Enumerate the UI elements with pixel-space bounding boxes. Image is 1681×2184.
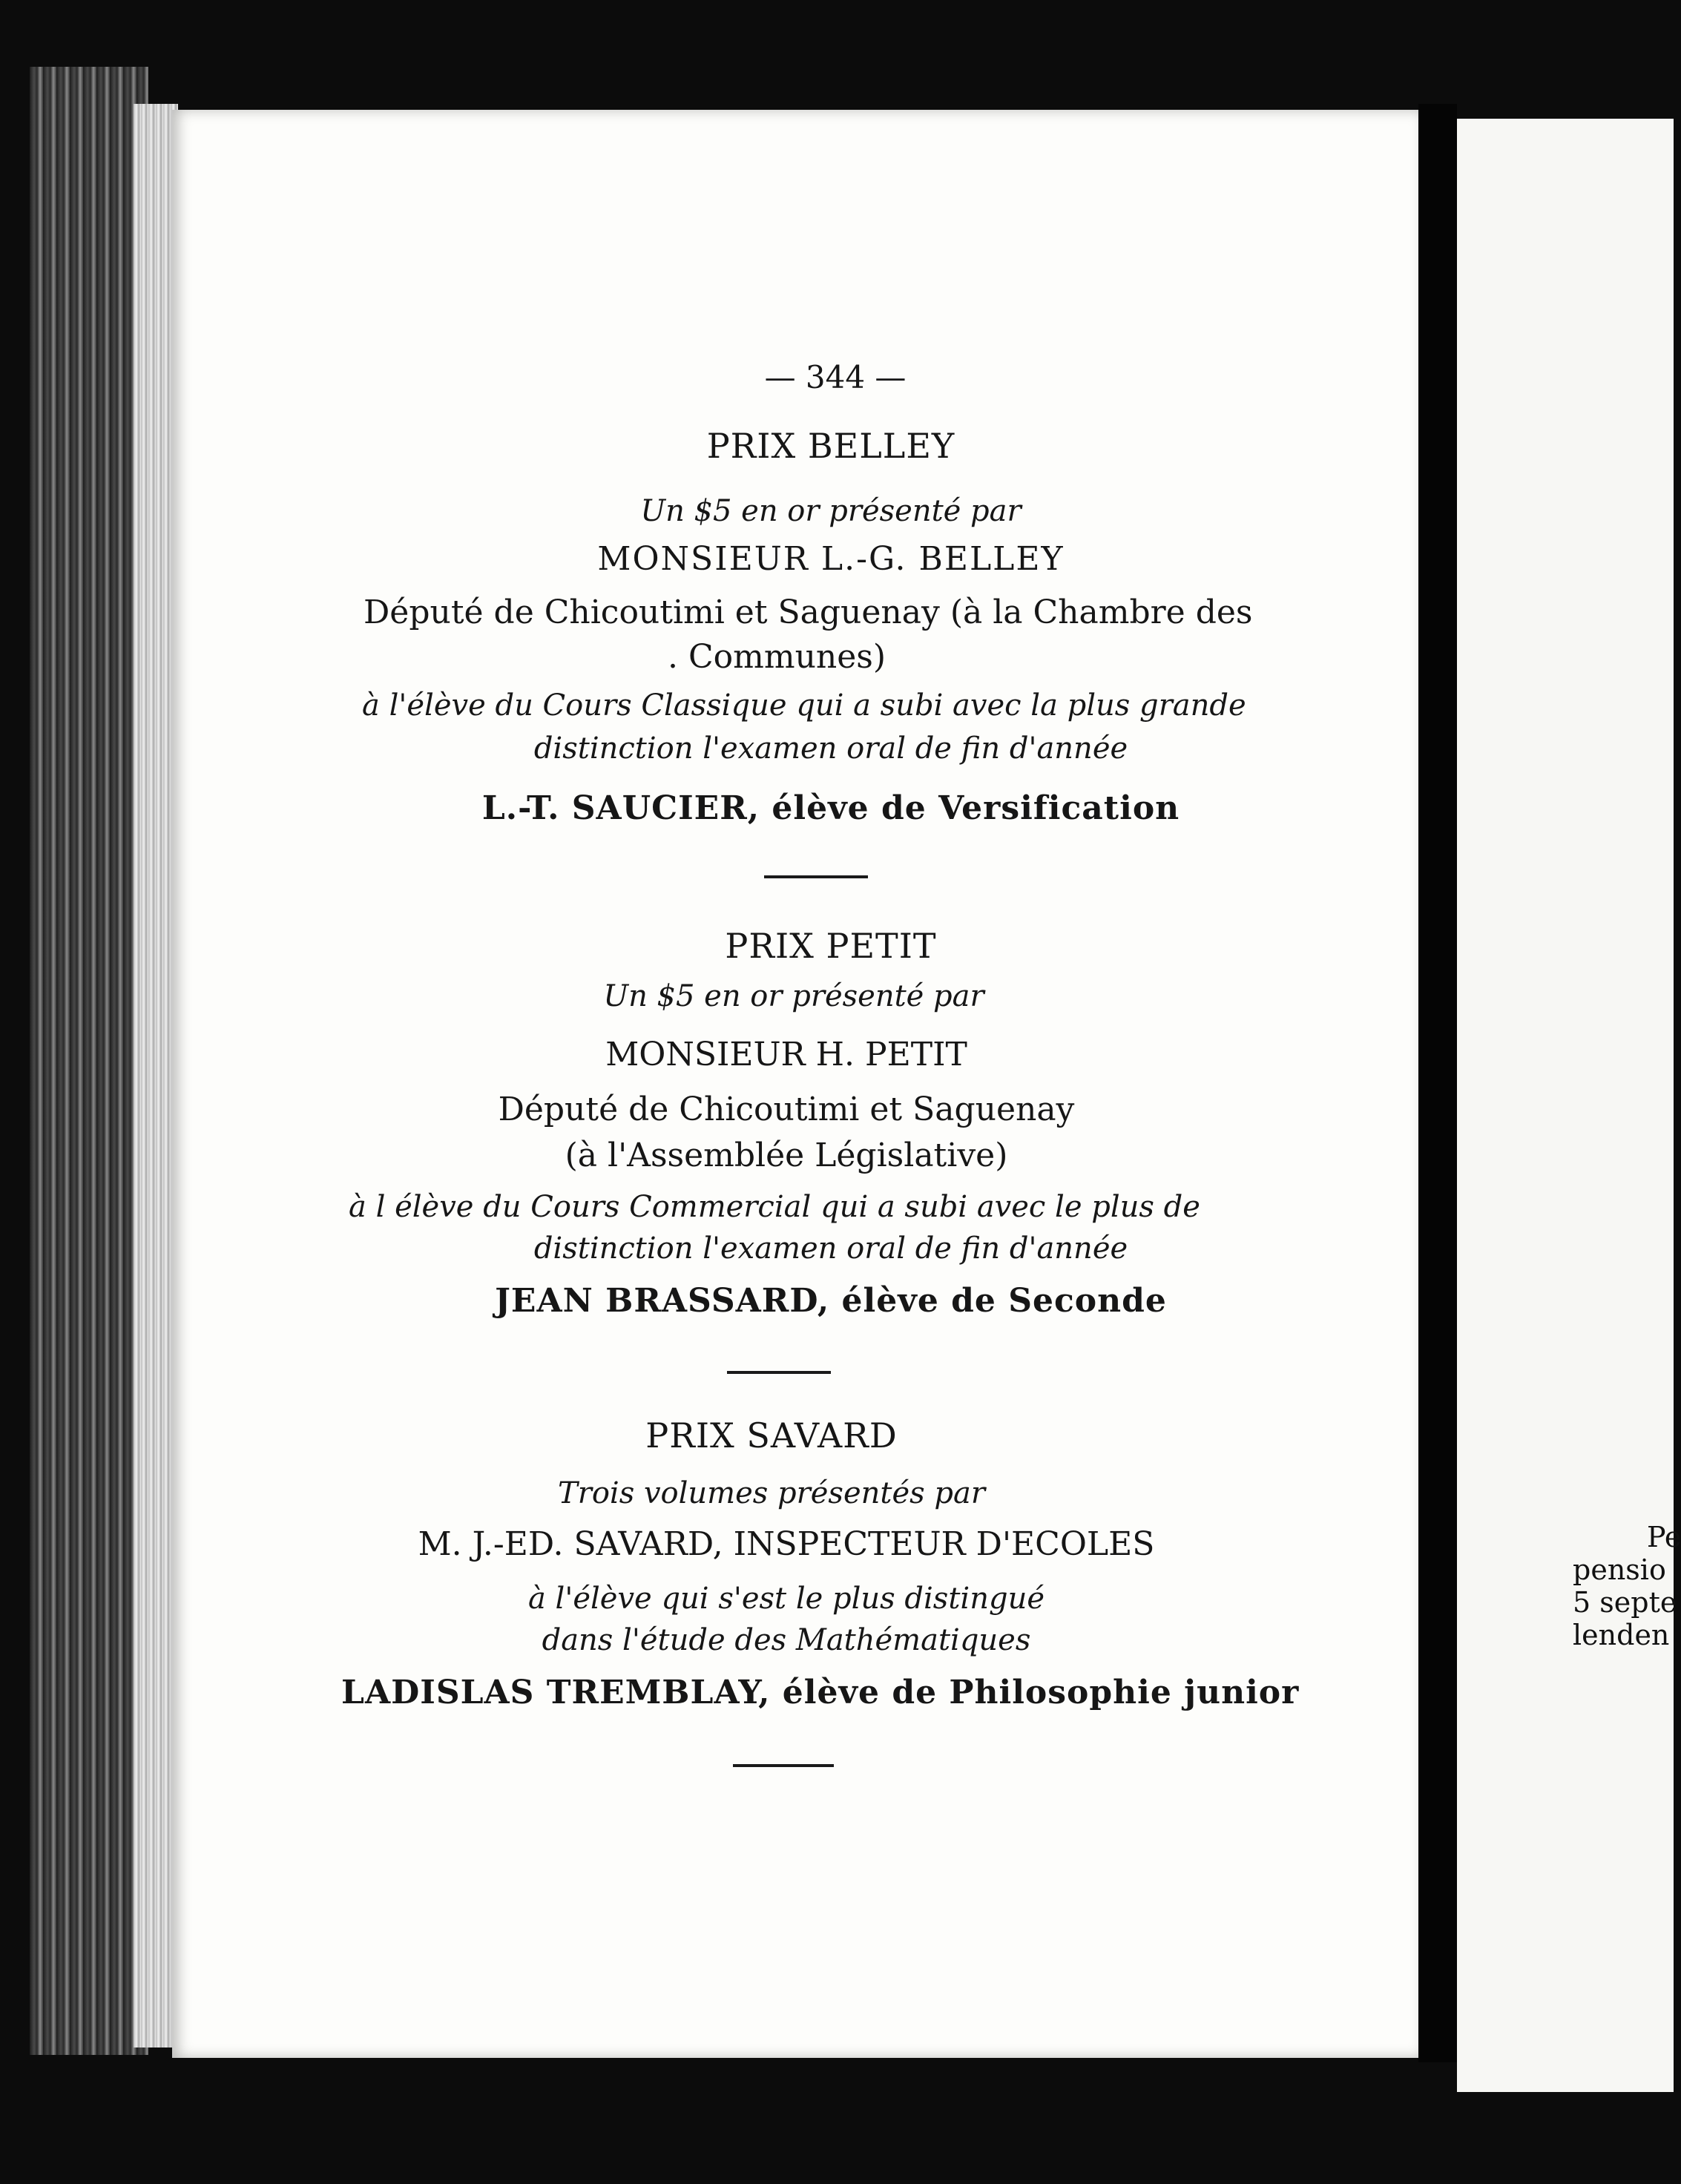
prize-winner-savard: LADISLAS TREMBLAY, élève de Philosophie junior xyxy=(341,1674,1300,1711)
prize-office2-petit: (à l'Assemblée Législative) xyxy=(565,1137,1008,1174)
prize-donor-belley: MONSIEUR L.-G. BELLEY xyxy=(597,540,1065,578)
prize-criterion2-savard: dans l'étude des Mathématiques xyxy=(542,1623,1031,1657)
prize-offer-belley: Un $5 en or présenté par xyxy=(640,494,1022,528)
facing-line: 5 septe xyxy=(1573,1586,1677,1619)
page-number: — 344 — xyxy=(764,359,907,395)
section-divider xyxy=(727,1371,831,1374)
prize-criterion2-petit: distinction l'examen oral de fin d'année xyxy=(533,1231,1128,1266)
prize-winner-belley: L.-T. SAUCIER, élève de Versification xyxy=(481,789,1180,827)
prize-title-savard: PRIX SAVARD xyxy=(645,1415,898,1456)
facing-line: lenden xyxy=(1573,1619,1670,1651)
prize-office-petit: Député de Chicoutimi et Saguenay xyxy=(498,1091,1075,1128)
prize-title-belley: PRIX BELLEY xyxy=(706,426,955,466)
prize-winner-petit: JEAN BRASSARD, élève de Seconde xyxy=(495,1282,1167,1320)
prize-office2-belley: . Communes) xyxy=(668,638,886,676)
section-divider xyxy=(764,875,868,878)
facing-line: Pe xyxy=(1647,1521,1681,1553)
prize-office-belley: Député de Chicoutimi et Saguenay (à la Chambre des xyxy=(363,593,1253,631)
prize-criterion-petit: à l élève du Cours Commercial qui a subi avec le plus de xyxy=(349,1190,1200,1224)
prize-criterion-savard: à l'élève qui s'est le plus distingué xyxy=(527,1582,1045,1616)
prize-offer-savard: Trois volumes présentés par xyxy=(558,1476,985,1510)
prize-title-petit: PRIX PETIT xyxy=(725,926,937,966)
prize-criterion-belley: à l'élève du Cours Classique qui a subi avec la plus grande xyxy=(362,688,1246,723)
prize-donor-petit: MONSIEUR H. PETIT xyxy=(605,1036,967,1073)
prize-criterion2-belley: distinction l'examen oral de fin d'année xyxy=(533,731,1128,766)
prize-donor-savard: M. J.-ED. SAVARD, INSPECTEUR D'ECOLES xyxy=(418,1525,1155,1563)
section-divider xyxy=(733,1764,834,1767)
facing-line: pensio xyxy=(1573,1553,1666,1586)
prize-offer-petit: Un $5 en or présenté par xyxy=(603,979,984,1013)
